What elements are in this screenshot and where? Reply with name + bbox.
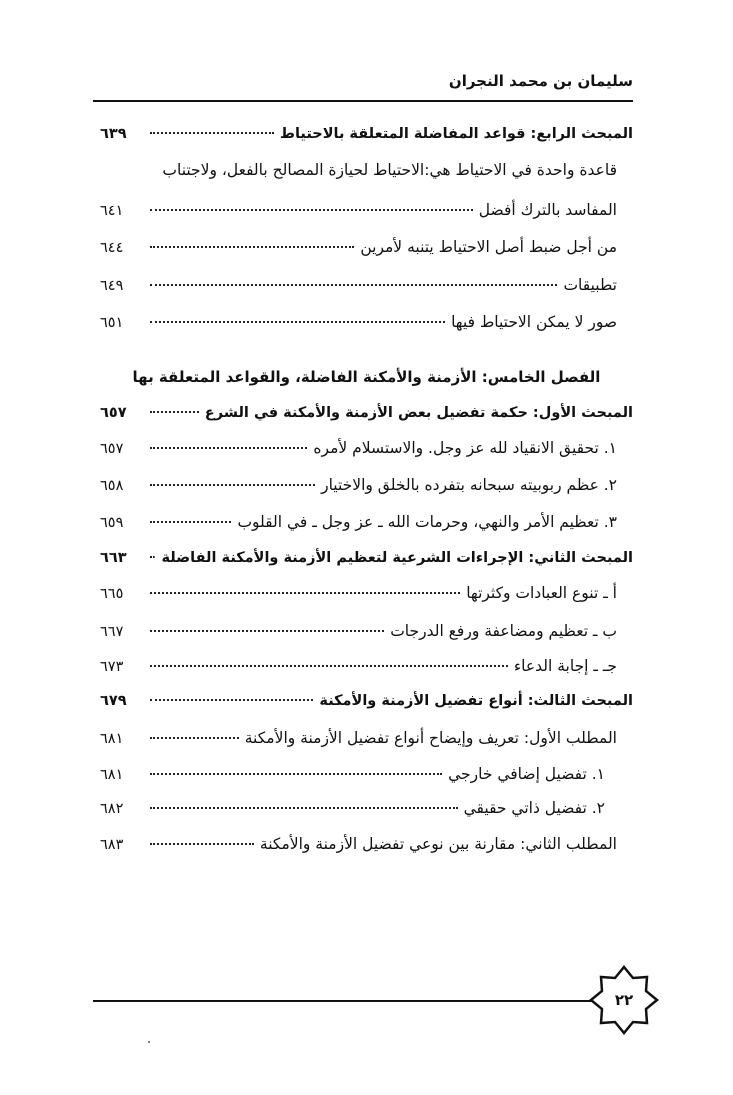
toc-entry <box>100 577 617 609</box>
toc-entry-title: المطلب الأول: تعريف وإيضاح أنواع تفضيل الأزمنة والأمكنة <box>244 729 617 747</box>
toc-entry <box>100 194 617 226</box>
toc-entry-title: ٢. عظم ربوبيته سبحانه بتفرده بالخلق والاختيار <box>321 476 617 494</box>
toc-entry-page: ٦٨٣ <box>100 837 124 853</box>
toc-entry-title: المبحث الأول: حكمة تفضيل بعض الأزمنة والأمكنة في الشرع <box>204 405 633 421</box>
toc-entry-page: ٦٥٨ <box>100 478 124 494</box>
leader-dots <box>150 773 442 775</box>
toc-entry-title: صور لا يمكن الاحتياط فيها <box>451 313 617 331</box>
leader-dots <box>150 592 460 594</box>
leader-dots <box>150 484 315 486</box>
toc-entry-page: ٦٦٣ <box>100 550 127 566</box>
toc-entry <box>100 432 617 464</box>
toc-entry-title: المطلب الثاني: مقارنة بين نوعي تفضيل الأزمنة والأمكنة <box>259 835 617 853</box>
toc-entry-page: ٦٤٩ <box>100 278 124 294</box>
toc-entry-title: من أجل ضبط أصل الاحتياط يتنبه لأمرين <box>360 238 617 256</box>
chapter-heading: الفصل الخامس: الأزمنة والأمكنة الفاضلة، والقواعد المتعلقة بها <box>132 368 601 386</box>
toc-entry-title: المبحث الثاني: الإجراءات الشرعية لتعظيم الأزمنة والأمكنة الفاضلة <box>161 550 633 566</box>
leader-dots <box>150 209 473 211</box>
toc-entry <box>100 306 617 338</box>
toc-entry-page: ٦٥١ <box>100 315 124 331</box>
toc-entry <box>100 118 633 150</box>
toc-entry-title: قاعدة واحدة في الاحتياط هي:الاحتياط لحيازة المصالح بالفعل، ولاجتناب <box>162 161 617 179</box>
toc-entry-page: ٦٨٢ <box>100 801 124 817</box>
leader-dots <box>150 411 199 413</box>
print-speck <box>148 1041 150 1043</box>
toc-entry-title: ٣. تعظيم الأمر والنهي، وحرمات الله ـ عز وجل ـ في القلوب <box>237 513 617 531</box>
toc-entry <box>100 828 617 860</box>
toc-entry <box>100 506 617 538</box>
toc-entry-page: ٦٤٤ <box>100 240 124 256</box>
leader-dots <box>150 737 239 739</box>
leader-dots <box>150 807 458 809</box>
page-number: ٢٢ <box>614 991 634 1009</box>
toc-entry-page: ٦٥٧ <box>100 405 127 421</box>
toc-entry-page: ٦٧٣ <box>100 659 124 675</box>
toc-entry-title: تطبيقات <box>563 276 617 294</box>
toc-entry-title: ب ـ تعظيم ومضاعفة ورفع الدرجات <box>390 622 617 640</box>
leader-dots <box>150 699 313 701</box>
toc-entry <box>100 722 617 754</box>
toc-entry-page: ٦٣٩ <box>100 126 127 142</box>
leader-dots <box>150 447 307 449</box>
toc-entry-page: ٦٨١ <box>100 731 124 747</box>
leader-dots <box>150 521 231 523</box>
leader-dots <box>150 843 254 845</box>
toc-entry-page: ٦٧٩ <box>100 693 127 709</box>
toc-entry-title: جـ ـ إجابة الدعاء <box>513 657 617 675</box>
page-number-badge <box>588 964 660 1036</box>
toc-entry-page: ٦٤١ <box>100 203 124 219</box>
leader-dots <box>150 132 274 134</box>
toc-entry-page: ٦٥٧ <box>100 441 124 457</box>
table-of-contents <box>100 118 633 878</box>
leader-dots <box>150 321 445 323</box>
toc-entry-title: ١. تحقيق الانقياد لله عز وجل. والاستسلام لأمره <box>313 439 617 457</box>
toc-entry-page: ٦٦٧ <box>100 624 124 640</box>
toc-entry <box>100 650 617 682</box>
leader-dots <box>150 665 508 667</box>
toc-entry-page: ٦٥٩ <box>100 515 124 531</box>
toc-entry <box>100 685 633 717</box>
leader-dots <box>150 556 155 558</box>
toc-entry-title: ٢. تفضيل ذاتي حقيقي <box>463 799 605 817</box>
footer-divider <box>93 1000 600 1002</box>
toc-entry-title: المبحث الثالث: أنواع تفضيل الأزمنة والأمكنة <box>319 693 633 709</box>
running-header-author: سليمان بن محمد النجران <box>448 72 633 90</box>
toc-entry <box>100 792 605 824</box>
toc-entry <box>100 154 617 186</box>
toc-entry <box>100 469 617 501</box>
toc-entry <box>100 269 617 301</box>
toc-entry-title: أ ـ تنوع العبادات وكثرتها <box>466 584 617 602</box>
toc-entry-title: المبحث الرابع: قواعد المفاضلة المتعلقة بالاحتياط <box>279 126 633 142</box>
toc-entry-page: ٦٦٥ <box>100 586 124 602</box>
leader-dots <box>150 284 557 286</box>
toc-entry <box>100 397 633 429</box>
leader-dots <box>150 630 384 632</box>
toc-entry-page: ٦٨١ <box>100 767 124 783</box>
toc-entry <box>100 542 633 574</box>
toc-entry <box>100 758 605 790</box>
toc-entry <box>100 615 617 647</box>
toc-entry-title: ١. تفضيل إضافي خارجي <box>448 765 605 783</box>
toc-entry-title: المفاسد بالترك أفضل <box>478 201 617 219</box>
toc-entry <box>100 231 617 263</box>
leader-dots <box>150 246 354 248</box>
header-divider <box>93 100 633 102</box>
